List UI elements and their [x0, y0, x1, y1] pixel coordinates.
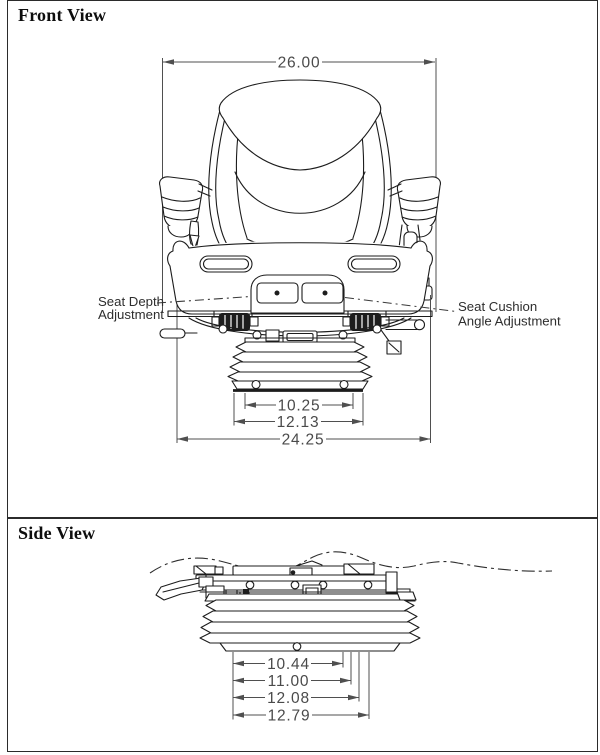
side-rail-assembly: [156, 561, 416, 601]
seat-depth-label-line2: Adjustment: [98, 307, 164, 322]
dimension-side-2: [233, 673, 351, 690]
dim-side-width-2-text: 11.00: [267, 673, 310, 690]
dim-overall-width-text: 26.00: [277, 54, 321, 72]
dimension-base-inner-width: [245, 393, 353, 415]
cushion-stitch-left: [200, 256, 252, 272]
dim-frame-width-text: 24.25: [281, 431, 325, 449]
dim-side-width-1-text: 10.44: [267, 656, 310, 673]
dimension-frame-width: [177, 432, 431, 449]
base-plate-side: [220, 643, 400, 651]
seat-cushion-label-line2: Angle Adjustment: [458, 313, 561, 329]
side-view-drawing: [0, 518, 600, 755]
bellows-side: [200, 600, 420, 643]
side-view-title: Side View: [18, 523, 96, 543]
dim-side-width-3-text: 12.08: [267, 690, 310, 707]
dim-base-inner-width-text: 10.25: [277, 397, 321, 415]
bellows-front: [228, 338, 372, 381]
screw-head: [291, 570, 296, 575]
release-handle-left: [160, 329, 185, 338]
armrest-right: [388, 177, 440, 237]
dim-base-mid-width-text: 12.13: [276, 414, 320, 431]
base-plate-front: [232, 381, 368, 391]
switch-dot-left: [275, 291, 280, 296]
dim-side-width-4-text: 12.79: [267, 707, 311, 725]
seat-cushion-label-line1: Seat Cushion: [458, 299, 538, 314]
switch-dot-right: [323, 291, 328, 296]
annotation-seat-depth: [98, 294, 164, 322]
dimension-side-1: [233, 656, 343, 673]
control-housing: [251, 275, 344, 313]
annotation-seat-cushion: [458, 299, 561, 329]
armrest-left: [160, 177, 212, 250]
dimension-side-4: [233, 708, 369, 725]
center-latch: [283, 331, 317, 343]
cushion-stitch-right: [348, 256, 400, 272]
front-view-title: Front View: [18, 5, 107, 25]
seat-depth-label-line1: Seat Depth: [98, 294, 164, 309]
dimension-side-3: [233, 690, 359, 707]
